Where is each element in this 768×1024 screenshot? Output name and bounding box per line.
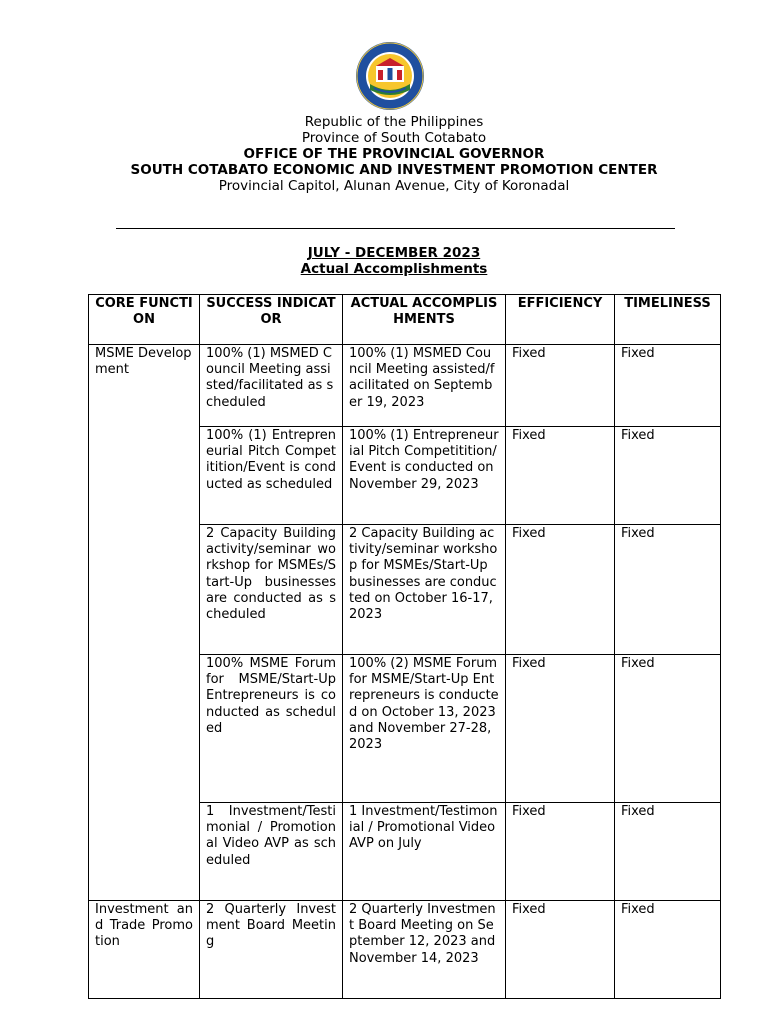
- header-center: SOUTH COTABATO ECONOMIC AND INVESTMENT PROMOTION CENTER: [130, 162, 658, 178]
- efficiency-cell: Fixed: [506, 901, 615, 999]
- success-indicator-cell: 2 Capacity Building activity/seminar workshop for MSMEs/Start-Up businesses are conducted as scheduled: [200, 525, 343, 655]
- actual-accomplishment-cell: 100% (1) Entrepreneurial Pitch Competitition/Event is conducted on November 29, 2023: [343, 427, 506, 525]
- efficiency-cell: Fixed: [506, 427, 615, 525]
- core-function-cell: Investment and Trade Promotion: [89, 901, 200, 999]
- timeliness-cell: Fixed: [615, 345, 721, 427]
- success-indicator-cell: 100% (1) Entrepreneurial Pitch Competitition/Event is conducted as scheduled: [200, 427, 343, 525]
- success-indicator-cell: 100% (1) MSMED Council Meeting assisted/facilitated as scheduled: [200, 345, 343, 427]
- official-seal-logo: [354, 40, 426, 112]
- actual-accomplishment-cell: 2 Quarterly Investment Board Meeting on September 12, 2023 and November 14, 2023: [343, 901, 506, 999]
- actual-accomplishment-cell: 100% (2) MSME Forum for MSME/Start-Up Entrepreneurs is conducted on October 13, 2023 and November 27-28, 2023: [343, 655, 506, 803]
- table-row: [89, 901, 721, 999]
- timeliness-cell: Fixed: [615, 655, 721, 803]
- success-indicator-cell: 100% MSME Forum for MSME/Start-Up Entrepreneurs is conducted as scheduled: [200, 655, 343, 803]
- actual-accomplishment-cell: 100% (1) MSMED Council Meeting assisted/facilitated on September 19, 2023: [343, 345, 506, 427]
- actual-accomplishment-cell: 1 Investment/Testimonial / Promotional Video AVP on July: [343, 803, 506, 901]
- success-indicator-cell: 1 Investment/Testimonial / Promotional Video AVP as scheduled: [200, 803, 343, 901]
- timeliness-cell: Fixed: [615, 803, 721, 901]
- efficiency-cell: Fixed: [506, 803, 615, 901]
- efficiency-cell: Fixed: [506, 525, 615, 655]
- accomplishments-table: [88, 294, 721, 999]
- header-efficiency: EFFICIENCY: [506, 295, 615, 345]
- actual-accomplishment-cell: 2 Capacity Building activity/seminar workshop for MSMEs/Start-Up businesses are conducted on October 16-17, 2023: [343, 525, 506, 655]
- header-address: Provincial Capitol, Alunan Avenue, City of Koronadal: [218, 178, 570, 194]
- header-actual-accomplishments: ACTUAL ACCOMPLISHMENTS: [343, 295, 506, 345]
- table-row: [89, 345, 721, 427]
- header-province: Province of South Cotabato: [301, 130, 487, 146]
- header-core-function: CORE FUNCTION: [89, 295, 200, 345]
- header-office: OFFICE OF THE PROVINCIAL GOVERNOR: [243, 146, 545, 162]
- period-title: JULY - DECEMBER 2023: [307, 245, 481, 261]
- header-success-indicator: SUCCESS INDICATOR: [200, 295, 343, 345]
- report-period: [80, 245, 708, 277]
- period-subtitle: Actual Accomplishments: [300, 261, 488, 277]
- timeliness-cell: Fixed: [615, 525, 721, 655]
- timeliness-cell: Fixed: [615, 901, 721, 999]
- table-header-row: [89, 295, 721, 345]
- header-republic: Republic of the Philippines: [304, 114, 484, 130]
- header-divider: [116, 228, 675, 229]
- efficiency-cell: Fixed: [506, 345, 615, 427]
- document-header: [80, 114, 708, 194]
- core-function-cell: MSME Development: [89, 345, 200, 901]
- header-timeliness: TIMELINESS: [615, 295, 721, 345]
- success-indicator-cell: 2 Quarterly Investment Board Meeting: [200, 901, 343, 999]
- efficiency-cell: Fixed: [506, 655, 615, 803]
- timeliness-cell: Fixed: [615, 427, 721, 525]
